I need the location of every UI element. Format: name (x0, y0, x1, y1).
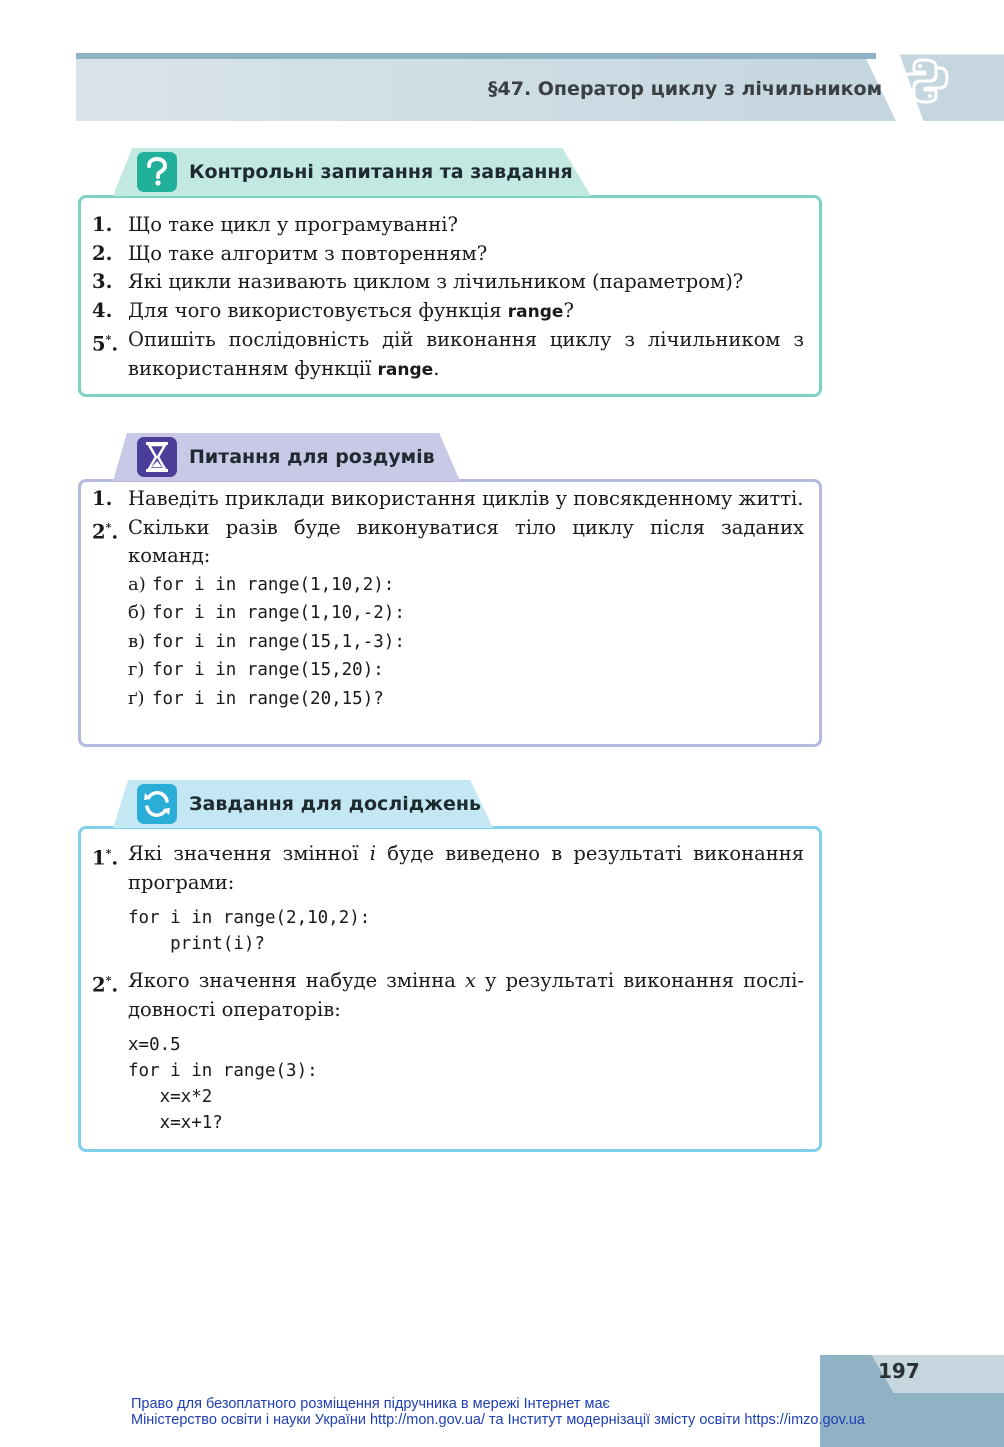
item-number: 1. (92, 213, 113, 236)
list-item (92, 840, 804, 957)
list-item (92, 967, 804, 1136)
control-questions-list (92, 211, 804, 384)
item-number: 3. (92, 270, 113, 293)
sub-item: в) for i in range(15,1,-3): (128, 630, 405, 652)
reflection-heading (113, 433, 460, 481)
reflection-questions-list (92, 485, 804, 713)
heading-label: Завдання для досліджень (189, 793, 482, 815)
research-heading (113, 780, 493, 828)
item-number: 1. (92, 487, 113, 510)
footer-license (131, 1396, 865, 1428)
item-text (128, 840, 804, 957)
item-number: 5*. (92, 332, 119, 356)
item-text (128, 967, 804, 1136)
item-question: Якого значення набуде змінна x у результаті виконання послідовності операторів: (128, 969, 804, 1021)
item-question: Які значення змінної i буде виведено в результаті виконання програми: (128, 842, 804, 894)
list-item (92, 211, 804, 240)
hourglass-icon (137, 437, 177, 477)
item-number: 2*. (92, 520, 119, 543)
list-item (92, 268, 804, 297)
list-item (92, 326, 804, 384)
refresh-icon (137, 784, 177, 824)
control-questions-heading (113, 148, 591, 196)
sub-item: г) for i in range(15,20): (128, 659, 384, 681)
list-item (92, 240, 804, 269)
page-number: 197 (878, 1359, 920, 1383)
item-number: 2*. (92, 973, 119, 997)
section-title: §47. Оператор циклу з лічильником (488, 78, 883, 100)
item-text: Що таке алгоритм з повторенням? (128, 241, 488, 265)
list-item (92, 485, 804, 514)
item-text: Які цикли називають циклом з лічильником (параметром)? (128, 270, 744, 293)
list-item (92, 297, 804, 327)
item-text: Що таке цикл у програмуванні? (128, 213, 458, 236)
item-number: 1*. (92, 846, 119, 870)
header-top-line (76, 53, 876, 59)
sub-item: а) for i in range(1,10,2): (128, 573, 395, 595)
code-block: x=0.5 for i in range(3): x=x*2 x=x+1? (128, 1035, 318, 1133)
item-text: Для чого використовується функція range? (128, 298, 574, 322)
research-tasks-list (92, 840, 804, 1136)
heading-label: Питання для роздумів (189, 446, 435, 468)
item-text (128, 514, 804, 714)
item-question: Скільки разів буде виконуватися тіло циклу після заданих команд: (128, 515, 804, 567)
heading-label: Контрольні запитання та завдання (189, 161, 573, 183)
item-text: Наведіть приклади використання циклів у повсякденному житті. (128, 487, 804, 510)
code-block: for i in range(2,10,2): print(i)? (128, 908, 371, 954)
item-text: Опишіть послідовність дій виконання циклу з лічильником з використанням функції range. (128, 328, 804, 380)
python-logo-icon (900, 56, 950, 106)
question-mark-icon (137, 152, 177, 192)
sub-item: ґ) for i in range(20,15)? (128, 687, 384, 709)
sub-item: б) for i in range(1,10,-2): (128, 602, 405, 624)
list-item (92, 514, 804, 714)
item-number: 4. (92, 298, 113, 322)
footer-line: Право для безоплатного розміщення підручника в мережі Інтернет має (131, 1396, 610, 1412)
footer-line: Міністерство освіти і науки України http://mon.gov.ua/ та Інститут модернізації змісту освіти https://imzo.gov.ua (131, 1412, 865, 1428)
item-number: 2. (92, 241, 113, 265)
